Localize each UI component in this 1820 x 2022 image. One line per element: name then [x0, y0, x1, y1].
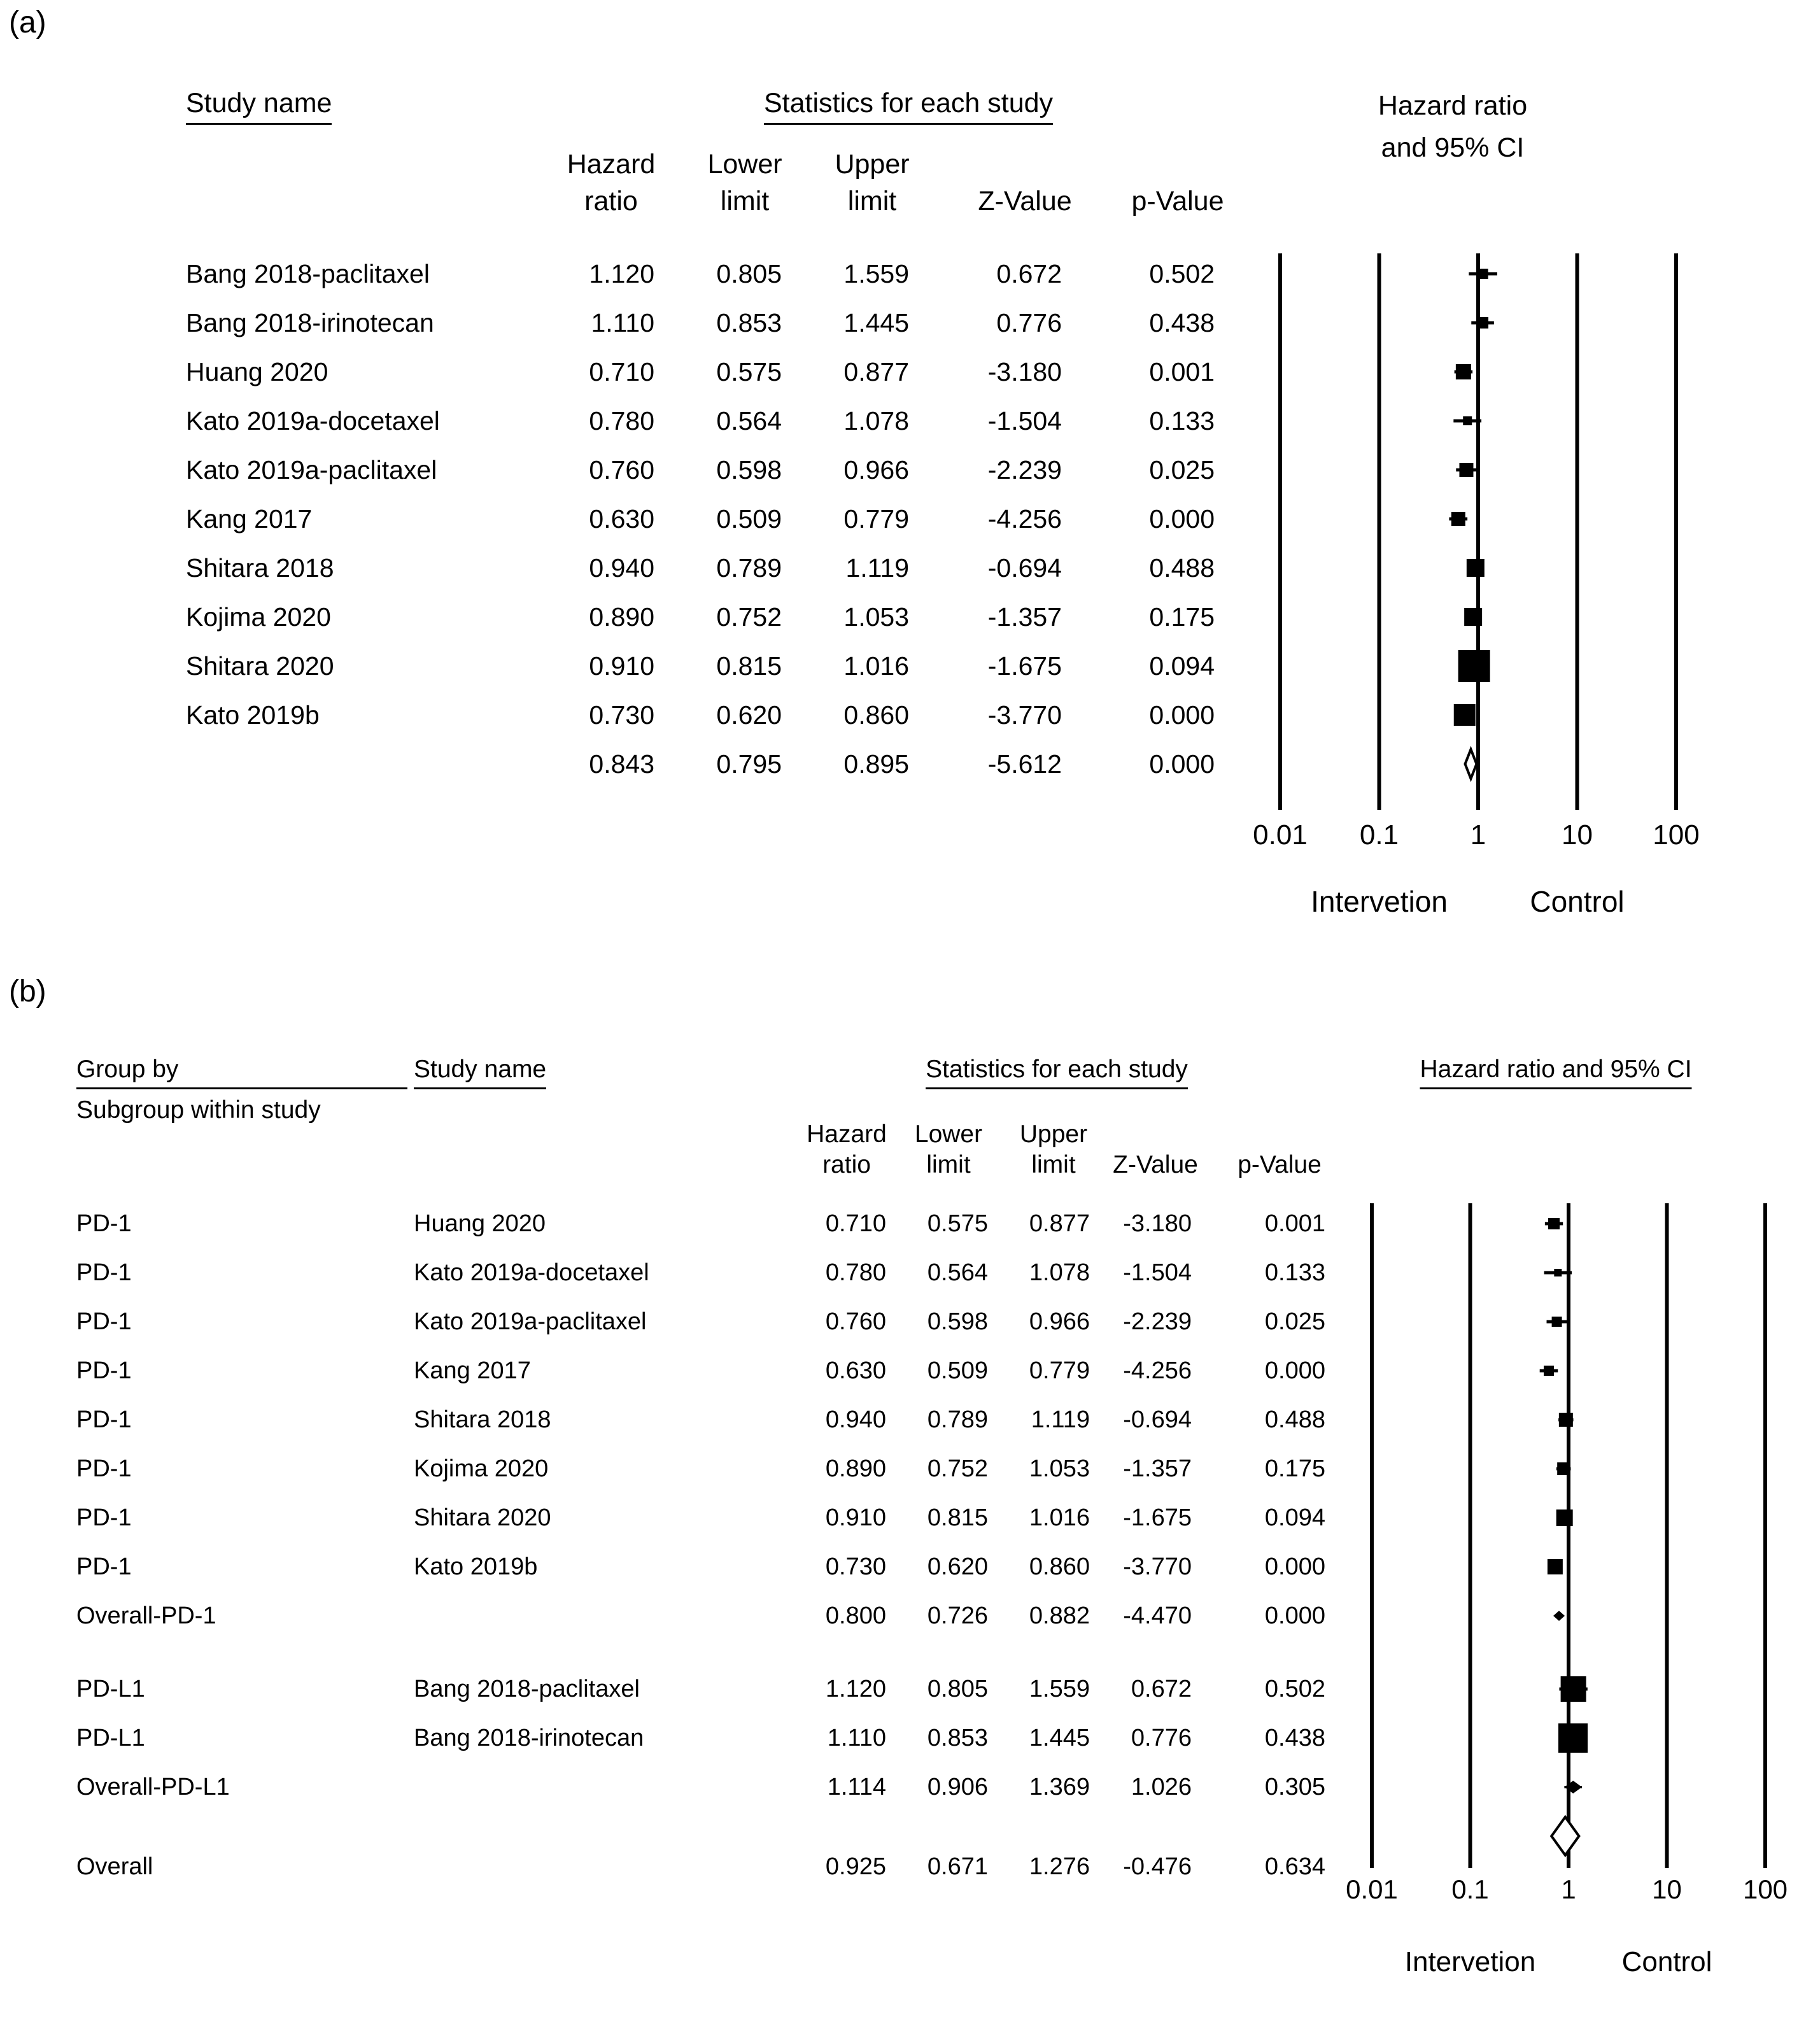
hazard-ratio-square	[1463, 416, 1472, 425]
hazard-ratio-square	[1464, 608, 1482, 626]
stat-cell-z-value: -3.180	[1123, 1210, 1192, 1237]
study-name-header: Study name	[414, 1056, 546, 1089]
hazard-ratio-square	[1451, 512, 1465, 526]
stat-cell-hazard-ratio: 0.730	[589, 700, 654, 730]
group-cell: Overall-PD-L1	[76, 1774, 230, 1800]
stat-cell-hazard-ratio: 0.630	[589, 504, 654, 534]
stat-cell-hazard-ratio: 0.730	[825, 1553, 886, 1580]
statistics-header: Statistics for each study	[764, 88, 1053, 125]
stat-cell-upper-limit: 1.369	[1029, 1774, 1090, 1800]
stat-cell-z-value: 0.776	[996, 308, 1062, 337]
stat-cell-lower-limit: 0.620	[927, 1553, 988, 1580]
stat-cell-z-value: 0.672	[996, 259, 1062, 288]
group-cell: Overall-PD-1	[76, 1602, 216, 1629]
stat-cell-p-value: 0.133	[1149, 406, 1215, 435]
stat-cell-p-value: 0.175	[1149, 602, 1215, 632]
stat-cell-z-value: 0.776	[1131, 1725, 1192, 1751]
stat-cell-lower-limit: 0.853	[716, 308, 782, 337]
stat-cell-hazard-ratio: 1.110	[827, 1725, 886, 1751]
stat-cell-p-value: 0.000	[1149, 749, 1215, 779]
stat-cell-upper-limit: 0.966	[1029, 1308, 1090, 1335]
study-name-cell: Bang 2018-paclitaxel	[186, 259, 430, 288]
stat-cell-lower-limit: 0.906	[927, 1774, 988, 1800]
plot-title-line1: Hazard ratio	[1378, 90, 1528, 121]
hazard-ratio-square	[1548, 1559, 1563, 1574]
group-cell: PD-1	[76, 1504, 132, 1531]
x-tick-label: 10	[1652, 1874, 1682, 1904]
forest-plot-svg-b	[0, 974, 1820, 2022]
stat-cell-p-value: 0.025	[1149, 455, 1215, 484]
study-name-cell: Shitara 2018	[414, 1406, 551, 1433]
stat-cell-upper-limit: 1.445	[843, 308, 909, 337]
column-header: ratio	[822, 1151, 871, 1178]
group-cell: PD-1	[76, 1455, 132, 1482]
stat-cell-z-value: -1.675	[987, 651, 1062, 681]
plot-title-line2: and 95% CI	[1381, 132, 1525, 163]
stat-cell-p-value: 0.634	[1264, 1853, 1325, 1880]
stat-cell-z-value: -0.694	[1123, 1406, 1192, 1433]
stat-cell-z-value: -5.612	[987, 749, 1062, 779]
stat-cell-z-value: -0.694	[987, 553, 1062, 583]
stat-cell-upper-limit: 1.119	[845, 553, 909, 583]
axis-label-intervention: Intervetion	[1311, 885, 1448, 918]
stat-cell-p-value: 0.502	[1149, 259, 1215, 288]
stat-cell-lower-limit: 0.598	[716, 455, 782, 484]
stat-cell-hazard-ratio: 1.120	[825, 1676, 886, 1702]
stat-cell-lower-limit: 0.564	[927, 1259, 988, 1286]
stat-cell-p-value: 0.502	[1264, 1676, 1325, 1702]
stat-cell-hazard-ratio: 1.114	[827, 1774, 886, 1800]
study-name-cell: Kojima 2020	[414, 1455, 549, 1482]
stat-cell-lower-limit: 0.805	[716, 259, 782, 288]
column-header: Z-Value	[1113, 1151, 1198, 1178]
hazard-ratio-square	[1559, 1413, 1573, 1427]
stat-cell-z-value: -3.770	[987, 700, 1062, 730]
hazard-ratio-square	[1454, 704, 1476, 726]
study-name-cell: Bang 2018-irinotecan	[414, 1725, 644, 1751]
x-tick-label: 10	[1562, 819, 1593, 851]
axis-label-intervention: Intervetion	[1404, 1946, 1536, 1977]
stat-cell-p-value: 0.000	[1264, 1553, 1325, 1580]
stat-cell-z-value: -1.504	[1123, 1259, 1192, 1286]
stat-cell-upper-limit: 1.276	[1029, 1853, 1090, 1880]
column-header: limit	[720, 186, 770, 216]
axis-label-control: Control	[1621, 1946, 1712, 1977]
stat-cell-lower-limit: 0.752	[927, 1455, 988, 1482]
stat-cell-z-value: -1.675	[1123, 1504, 1192, 1531]
group-cell: PD-1	[76, 1210, 132, 1237]
stat-cell-z-value: -1.504	[987, 406, 1062, 435]
stat-cell-upper-limit: 0.966	[843, 455, 909, 484]
stat-cell-hazard-ratio: 0.843	[589, 749, 654, 779]
hazard-ratio-square	[1556, 1509, 1573, 1526]
stat-cell-z-value: -4.256	[1123, 1357, 1192, 1384]
stat-cell-p-value: 0.488	[1149, 553, 1215, 583]
study-name-cell: Huang 2020	[414, 1210, 546, 1237]
stat-cell-upper-limit: 0.860	[1029, 1553, 1090, 1580]
group-cell: PD-1	[76, 1308, 132, 1335]
group-cell: Overall	[76, 1853, 153, 1880]
stat-cell-lower-limit: 0.726	[927, 1602, 988, 1629]
study-name-cell: Kojima 2020	[186, 602, 331, 632]
column-header: Lower	[707, 149, 782, 180]
study-name-cell: Bang 2018-paclitaxel	[414, 1676, 640, 1702]
stat-cell-upper-limit: 1.078	[843, 406, 909, 435]
stat-cell-p-value: 0.000	[1149, 504, 1215, 534]
stat-cell-upper-limit: 0.779	[843, 504, 909, 534]
stat-cell-upper-limit: 0.877	[843, 357, 909, 386]
stat-cell-hazard-ratio: 0.760	[589, 455, 654, 484]
stat-cell-lower-limit: 0.509	[927, 1357, 988, 1384]
stat-cell-hazard-ratio: 0.890	[589, 602, 654, 632]
column-header: Upper	[1019, 1121, 1088, 1148]
stat-cell-p-value: 0.438	[1149, 308, 1215, 337]
stat-cell-lower-limit: 0.805	[927, 1676, 988, 1702]
statistics-header: Statistics for each study	[926, 1056, 1188, 1089]
hazard-ratio-square	[1467, 559, 1485, 577]
stat-cell-hazard-ratio: 0.780	[589, 406, 654, 435]
stat-cell-upper-limit: 0.895	[843, 749, 909, 779]
stat-cell-hazard-ratio: 0.630	[825, 1357, 886, 1384]
x-tick-label: 0.1	[1451, 1874, 1489, 1904]
hazard-ratio-square	[1554, 1269, 1562, 1276]
column-header: Lower	[914, 1121, 983, 1148]
stat-cell-upper-limit: 0.877	[1029, 1210, 1090, 1237]
panel-b-label: (b)	[9, 975, 46, 1008]
column-header: Upper	[835, 149, 910, 180]
study-name-cell: Kang 2017	[186, 504, 313, 534]
stat-cell-z-value: -0.476	[1123, 1853, 1192, 1880]
stat-cell-z-value: -2.239	[1123, 1308, 1192, 1335]
stat-cell-lower-limit: 0.671	[927, 1853, 988, 1880]
forest-panel-b	[0, 974, 1820, 2022]
column-header: p-Value	[1238, 1151, 1322, 1178]
stat-cell-upper-limit: 1.016	[843, 651, 909, 681]
stat-cell-upper-limit: 1.016	[1029, 1504, 1090, 1531]
stat-cell-hazard-ratio: 0.800	[825, 1602, 886, 1629]
forest-panel-a	[0, 0, 1820, 974]
hazard-ratio-square	[1459, 463, 1473, 477]
stat-cell-p-value: 0.175	[1264, 1455, 1325, 1482]
stat-cell-lower-limit: 0.575	[927, 1210, 988, 1237]
group-cell: PD-L1	[76, 1676, 145, 1702]
stat-cell-p-value: 0.000	[1264, 1602, 1325, 1629]
stat-cell-upper-limit: 0.779	[1029, 1357, 1090, 1384]
study-name-cell: Shitara 2020	[414, 1504, 551, 1531]
study-name-cell: Kato 2019a-paclitaxel	[414, 1308, 647, 1335]
hazard-ratio-square	[1558, 1723, 1588, 1753]
stat-cell-lower-limit: 0.509	[716, 504, 782, 534]
column-header: Hazard	[567, 149, 656, 180]
hazard-ratio-square	[1561, 1676, 1586, 1702]
stat-cell-upper-limit: 1.445	[1029, 1725, 1090, 1751]
study-name-cell: Kato 2019b	[186, 700, 320, 730]
stat-cell-z-value: 1.026	[1131, 1774, 1192, 1800]
stat-cell-p-value: 0.133	[1264, 1259, 1325, 1286]
stat-cell-hazard-ratio: 0.780	[825, 1259, 886, 1286]
stat-cell-lower-limit: 0.789	[927, 1406, 988, 1433]
stat-cell-lower-limit: 0.853	[927, 1725, 988, 1751]
stat-cell-z-value: -1.357	[987, 602, 1062, 632]
forest-plot-svg-a	[0, 0, 1820, 974]
hazard-ratio-square	[1557, 1462, 1570, 1475]
stat-cell-lower-limit: 0.795	[716, 749, 782, 779]
stat-cell-p-value: 0.488	[1264, 1406, 1325, 1433]
stat-cell-p-value: 0.000	[1149, 700, 1215, 730]
stat-cell-lower-limit: 0.815	[716, 651, 782, 681]
stat-cell-lower-limit: 0.815	[927, 1504, 988, 1531]
summary-diamond	[1553, 1611, 1565, 1621]
x-tick-label: 0.1	[1359, 819, 1399, 851]
group-cell: PD-1	[76, 1553, 132, 1580]
stat-cell-hazard-ratio: 0.910	[589, 651, 654, 681]
study-name-cell: Shitara 2018	[186, 553, 334, 583]
column-header: limit	[926, 1151, 971, 1178]
stat-cell-hazard-ratio: 0.940	[589, 553, 654, 583]
stat-cell-p-value: 0.305	[1264, 1774, 1325, 1800]
column-header: Hazard	[807, 1121, 887, 1148]
hazard-ratio-square	[1552, 1317, 1562, 1327]
stat-cell-p-value: 0.000	[1264, 1357, 1325, 1384]
stat-cell-hazard-ratio: 0.710	[589, 357, 654, 386]
stat-cell-upper-limit: 1.053	[843, 602, 909, 632]
stat-cell-upper-limit: 1.078	[1029, 1259, 1090, 1286]
x-tick-label: 1	[1561, 1874, 1576, 1904]
x-tick-label: 1	[1470, 819, 1486, 851]
stat-cell-upper-limit: 1.119	[1031, 1406, 1090, 1433]
study-name-cell: Kato 2019a-docetaxel	[186, 406, 440, 435]
stat-cell-z-value: -1.357	[1123, 1455, 1192, 1482]
x-tick-label: 0.01	[1346, 1874, 1398, 1904]
column-header: p-Value	[1131, 186, 1224, 216]
column-header: ratio	[584, 186, 638, 216]
stat-cell-p-value: 0.001	[1149, 357, 1215, 386]
stat-cell-z-value: -4.470	[1123, 1602, 1192, 1629]
panel-a-label: (a)	[9, 6, 46, 39]
stat-cell-z-value: -4.256	[987, 504, 1062, 534]
axis-label-control: Control	[1530, 885, 1625, 918]
hazard-ratio-square	[1544, 1366, 1554, 1376]
stat-cell-p-value: 0.001	[1264, 1210, 1325, 1237]
stat-cell-hazard-ratio: 1.110	[591, 308, 654, 337]
plot-title: Hazard ratio and 95% CI	[1420, 1056, 1691, 1089]
group-by-header: Group by	[76, 1056, 407, 1089]
x-tick-label: 100	[1653, 819, 1700, 851]
stat-cell-upper-limit: 0.882	[1029, 1602, 1090, 1629]
stat-cell-lower-limit: 0.598	[927, 1308, 988, 1335]
subgroup-header: Subgroup within study	[76, 1096, 321, 1124]
stat-cell-upper-limit: 0.860	[843, 700, 909, 730]
stat-cell-lower-limit: 0.752	[716, 602, 782, 632]
column-header: limit	[847, 186, 897, 216]
group-cell: PD-1	[76, 1357, 132, 1384]
stat-cell-z-value: -3.770	[1123, 1553, 1192, 1580]
stat-cell-upper-limit: 1.559	[843, 259, 909, 288]
hazard-ratio-square	[1478, 269, 1488, 279]
summary-diamond-open	[1465, 749, 1477, 779]
stat-cell-hazard-ratio: 0.890	[825, 1455, 886, 1482]
hazard-ratio-square	[1477, 317, 1488, 329]
column-header: limit	[1031, 1151, 1076, 1178]
stat-cell-upper-limit: 1.053	[1029, 1455, 1090, 1482]
stat-cell-p-value: 0.025	[1264, 1308, 1325, 1335]
study-name-cell: Shitara 2020	[186, 651, 334, 681]
stat-cell-p-value: 0.438	[1264, 1725, 1325, 1751]
group-cell: PD-1	[76, 1259, 132, 1286]
hazard-ratio-square	[1456, 364, 1471, 379]
stat-cell-lower-limit: 0.789	[716, 553, 782, 583]
column-header: Z-Value	[978, 186, 1072, 216]
stat-cell-p-value: 0.094	[1149, 651, 1215, 681]
x-tick-label: 100	[1742, 1874, 1788, 1904]
study-name-cell: Bang 2018-irinotecan	[186, 308, 434, 337]
study-name-cell: Kato 2019b	[414, 1553, 538, 1580]
summary-diamond-open	[1551, 1817, 1579, 1855]
stat-cell-hazard-ratio: 1.120	[589, 259, 654, 288]
study-name-header: Study name	[186, 88, 332, 125]
stat-cell-hazard-ratio: 0.925	[825, 1853, 886, 1880]
group-cell: PD-1	[76, 1406, 132, 1433]
stat-cell-z-value: 0.672	[1131, 1676, 1192, 1702]
hazard-ratio-square	[1548, 1218, 1560, 1229]
study-name-cell: Huang 2020	[186, 357, 328, 386]
stat-cell-lower-limit: 0.620	[716, 700, 782, 730]
group-cell: PD-L1	[76, 1725, 145, 1751]
stat-cell-upper-limit: 1.559	[1029, 1676, 1090, 1702]
study-name-cell: Kato 2019a-docetaxel	[414, 1259, 649, 1286]
stat-cell-hazard-ratio: 0.910	[825, 1504, 886, 1531]
x-tick-label: 0.01	[1253, 819, 1308, 851]
stat-cell-hazard-ratio: 0.710	[825, 1210, 886, 1237]
stat-cell-lower-limit: 0.575	[716, 357, 782, 386]
study-name-cell: Kato 2019a-paclitaxel	[186, 455, 437, 484]
stat-cell-hazard-ratio: 0.940	[825, 1406, 886, 1433]
stat-cell-lower-limit: 0.564	[716, 406, 782, 435]
stat-cell-z-value: -2.239	[987, 455, 1062, 484]
study-name-cell: Kang 2017	[414, 1357, 531, 1384]
stat-cell-hazard-ratio: 0.760	[825, 1308, 886, 1335]
stat-cell-z-value: -3.180	[987, 357, 1062, 386]
stat-cell-p-value: 0.094	[1264, 1504, 1325, 1531]
hazard-ratio-square	[1458, 650, 1490, 682]
